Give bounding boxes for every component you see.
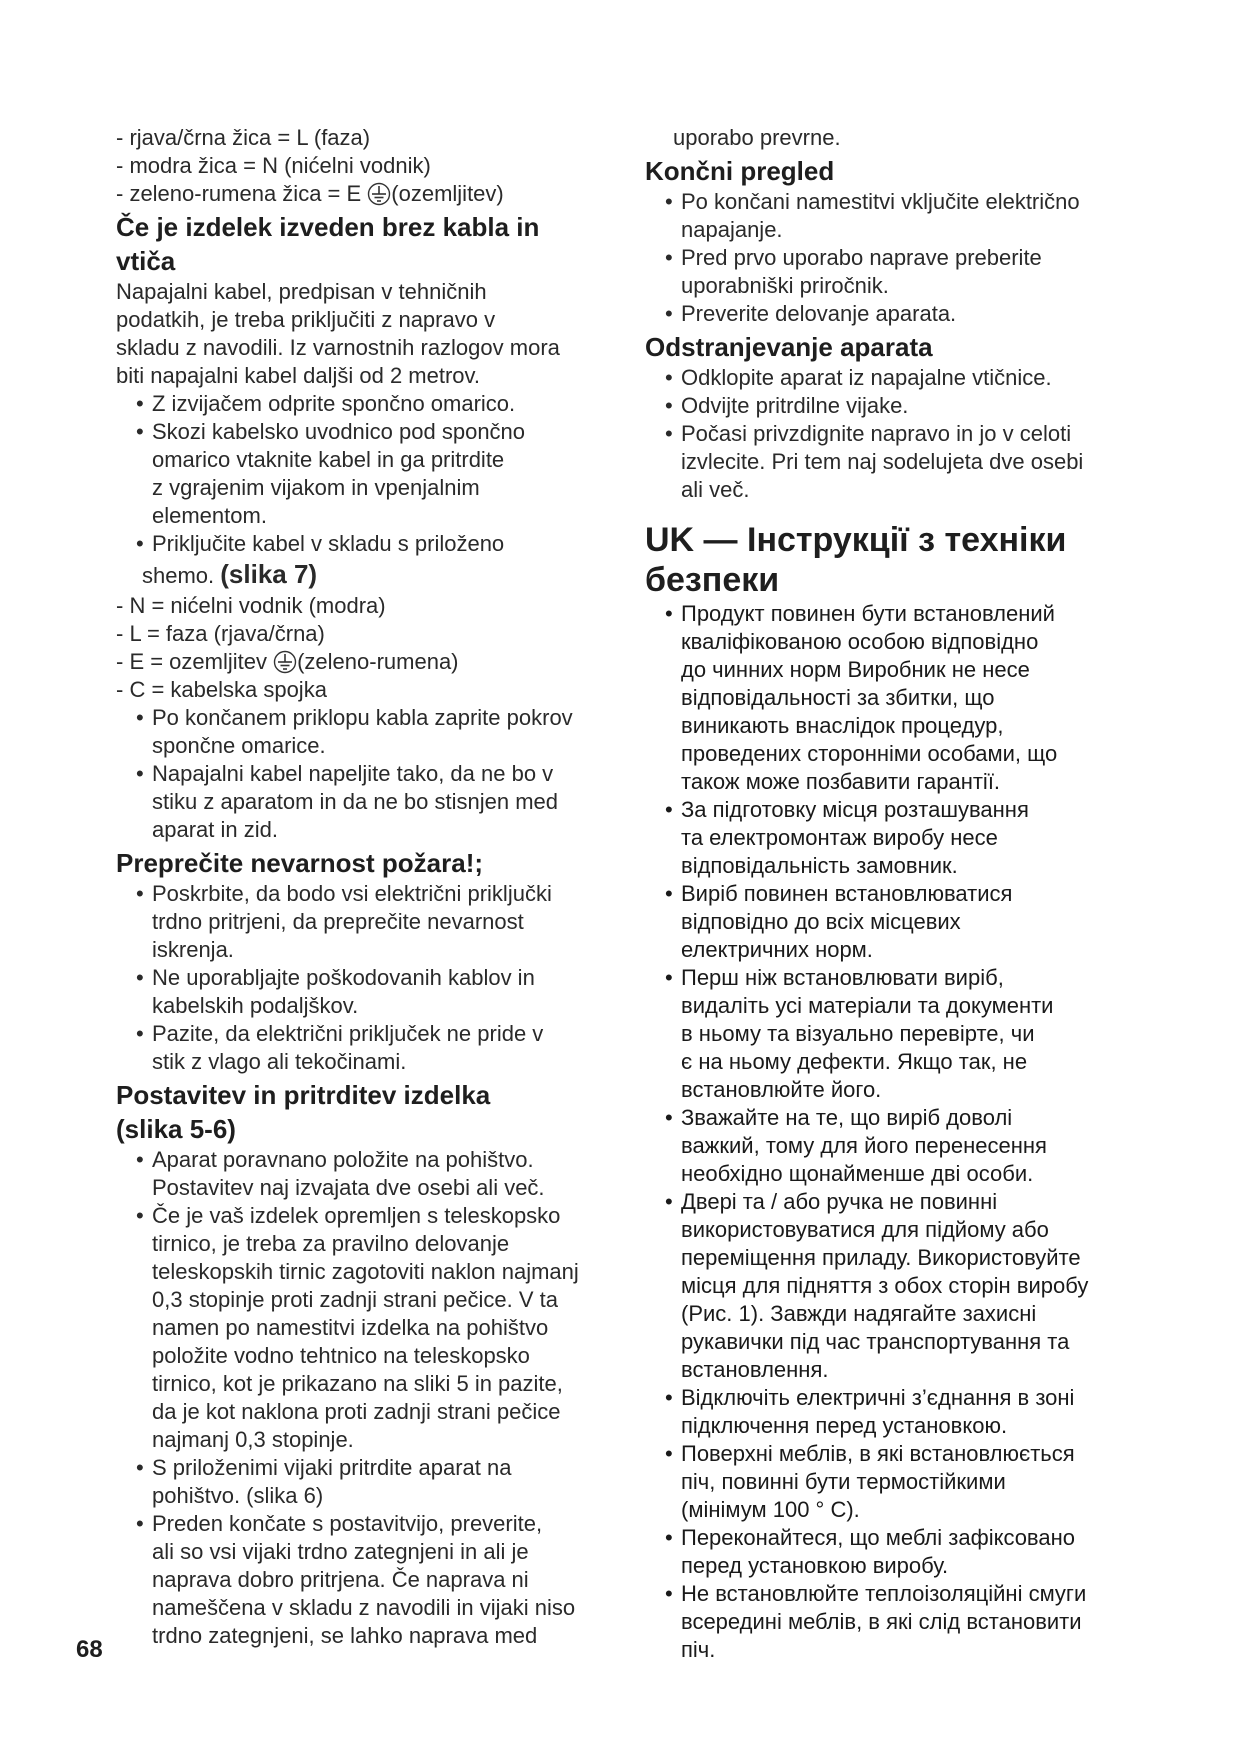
bullet-text: в ньому та візуально перевірте, чи [681,1021,1035,1046]
bullet-text: встановлення. [681,1357,829,1382]
bullet-item [136,1510,638,1650]
bullet-text: namen po namestitvi izdelka na pohištvo [152,1315,549,1340]
bullet-item [665,1384,1150,1440]
bullet-item [665,244,1150,300]
bullet-text: stik z vlago ali tekočinami. [152,1049,407,1074]
bullet-item [136,1202,638,1454]
page-number: 68 [76,1636,103,1663]
bullet-text: Počasi privzdignite napravo in jo v celoti [681,421,1072,446]
bullet-list-terminal [116,390,638,558]
bullet-text: Po končanem priklopu kabla zaprite pokrov [152,705,573,730]
bullet-text: Napajalni kabel napeljite tako, da ne bo v [152,761,554,786]
bullet-text: omarico vtaknite kabel in ga pritrdite [152,447,505,472]
bullet-text: піч. [681,1637,716,1662]
text-line: - rjava/črna žica = L (faza) [116,125,371,150]
left-column [116,124,638,1650]
bullet-text: Виріб повинен встановлюватися [681,881,1013,906]
bullet-dot-icon: • [136,965,144,990]
bullet-text: Поверхні меблів, в які встановлюється [681,1441,1075,1466]
bullet-text: (мінімум 100 ° C). [681,1497,860,1522]
bullet-dot-icon: • [136,761,144,786]
earth-ground-icon [367,182,391,206]
bullet-text: відповідно до всіх місцевих [681,909,961,934]
text-line: - modra žica = N (nićelni vodnik) [116,153,431,178]
bullet-item [136,760,638,844]
bullet-text: izvlecite. Pri tem naj sodelujeta dve osebi [681,449,1084,474]
text-line: biti napajalni kabel daljši od 2 metrov. [116,363,481,388]
bullet-text: trdno zategnjeni, se lahko naprava med [152,1623,538,1648]
bullet-text: Če je vaš izdelek opremljen s teleskopsko [152,1203,561,1228]
bullet-text: кваліфікованою особою відповідно [681,629,1039,654]
bullet-text: Переконайтеся, що меблі зафіксовано [681,1525,1075,1550]
bullet-text: За підготовку місця розташування [681,797,1029,822]
bullet-item [665,300,1150,328]
bullet-dot-icon: • [665,1441,673,1466]
earth-wire-line [116,180,638,208]
text-line: skladu z navodili. Iz varnostnih razlogov mora [116,335,560,360]
bullet-text: stiku z aparatom in da ne bo stisnjen med [152,789,559,814]
heading-fire-hazard: Preprečite nevarnost požara!; [116,848,484,878]
bullet-text: S priloženimi vijaki pritrdite aparat na [152,1455,512,1480]
bullet-dot-icon: • [665,393,673,418]
figure-ref-7: (slika 7) [220,559,318,589]
bullet-dot-icon: • [665,797,673,822]
bullet-text: tirnico, je treba za pravilno delovanje [152,1231,510,1256]
bullet-text: Po končani namestitvi vključite električno [681,189,1080,214]
bullet-text: підключення перед установкою. [681,1413,1008,1438]
bullet-text: Перш ніж встановлювати виріб, [681,965,1004,990]
bullet-text: najmanj 0,3 stopinje. [152,1427,354,1452]
bullet-item [665,1104,1150,1188]
bullet-item [136,1146,638,1202]
bullet-text: піч, повинні бути термостійкими [681,1469,1006,1494]
bullet-text: виникають внаслідок процедур, [681,713,1004,738]
bullet-item [665,1524,1150,1580]
bullet-text: (Рис. 1). Завжди надягайте захисні [681,1301,1037,1326]
bullet-text: Z izvijačem odprite spončno omarico. [152,391,516,416]
bullet-item [665,964,1150,1104]
paragraph-power-cable [116,278,638,390]
bullet-dot-icon: • [136,1203,144,1228]
bullet-dot-icon: • [665,1525,673,1550]
bullet-item [136,1020,638,1076]
bullet-text: Pred prvo uporabo naprave preberite [681,245,1042,270]
bullet-text: всередині меблів, в які слід встановити [681,1609,1082,1634]
text-line: - L = faza (rjava/črna) [116,621,325,646]
bullet-item [136,704,638,760]
wire-list [116,124,638,180]
shemo-line [116,558,638,592]
bullet-list-final-check [645,188,1150,328]
bullet-text: Postavitev naj izvajata dve osebi ali več. [152,1175,545,1200]
bullet-text: Odvijte pritrdilne vijake. [681,393,909,418]
bullet-dot-icon: • [665,1385,673,1410]
bullet-dot-icon: • [136,1455,144,1480]
bullet-text: Priključite kabel v skladu s priloženo [152,531,505,556]
bullet-item [665,600,1150,796]
bullet-text: Aparat poravnano položite na pohištvo. [152,1147,534,1172]
bullet-item [136,880,638,964]
bullet-text: перед установкою виробу. [681,1553,949,1578]
bullet-text: рукавички під час транспортування та [681,1329,1070,1354]
bullet-text: elementom. [152,503,267,528]
text-line: podatkih, je treba priključiti z napravo v [116,307,496,332]
text-line: Napajalni kabel, predpisan v tehničnih [116,279,487,304]
earth-wire-suffix: (ozemljitev) [391,181,504,206]
bullet-dot-icon: • [136,1147,144,1172]
bullet-item [136,390,638,418]
bullet-text: 0,3 stopinje proti zadnji strani pečice. V ta [152,1287,559,1312]
bullet-text: Зважайте на те, що виріб доволі [681,1105,1013,1130]
bullet-item [665,188,1150,244]
text-line: vtiča [116,246,176,276]
bullet-item [665,796,1150,880]
text-line: UK — Інструкції з техніки [645,521,1067,559]
bullet-text: Двері та / або ручка не повинні [681,1189,998,1214]
bullet-text: ali več. [681,477,750,502]
connection-list-a [116,592,638,648]
text-line: - N = nićelni vodnik (modra) [116,593,386,618]
bullet-item [136,1454,638,1510]
bullet-text: є на ньому дефекти. Якщо так, не [681,1049,1028,1074]
bullet-text: kabelskih podaljškov. [152,993,359,1018]
shemo-text: shemo. [142,563,221,588]
bullet-text: uporabniški priročnik. [681,273,889,298]
bullet-dot-icon: • [136,531,144,556]
connection-earth-line [116,648,638,676]
bullet-dot-icon: • [665,421,673,446]
bullet-dot-icon: • [136,881,144,906]
bullet-text: pohištvo. (slika 6) [152,1483,324,1508]
bullet-list-removal [645,364,1150,504]
bullet-list-fire [116,880,638,1076]
bullet-item [665,1440,1150,1524]
bullet-list-uk-safety [645,600,1150,1664]
bullet-dot-icon: • [665,245,673,270]
bullet-dot-icon: • [665,1105,673,1130]
connection-earth-prefix: - E = ozemljitev [116,649,274,674]
bullet-dot-icon: • [665,601,673,626]
continued-line: uporabo prevrne. [673,125,841,150]
bullet-item [665,880,1150,964]
bullet-text: переміщення приладу. Використовуйте [681,1245,1081,1270]
bullet-dot-icon: • [665,1581,673,1606]
bullet-text: встановлюйте його. [681,1077,882,1102]
bullet-text: видаліть усі матеріали та документи [681,993,1054,1018]
bullet-text: aparat in zid. [152,817,278,842]
bullet-text: Продукт повинен бути встановлений [681,601,1055,626]
heading-installation [116,1078,638,1146]
bullet-text: da je kot naklona proti zadnji strani pečice [152,1399,561,1424]
bullet-dot-icon: • [665,881,673,906]
bullet-dot-icon: • [136,1021,144,1046]
bullet-text: Preverite delovanje aparata. [681,301,957,326]
bullet-text: Відключіть електричні з’єднання в зоні [681,1385,1075,1410]
bullet-text: tirnico, kot je prikazano na sliki 5 in pazite, [152,1371,563,1396]
bullet-item [136,530,638,558]
bullet-list-cable-routing [116,704,638,844]
bullet-text: nameščena v skladu z navodili in vijaki niso [152,1595,576,1620]
bullet-text: položite vodno tehtnico na teleskopsko [152,1343,530,1368]
heading-no-cable [116,210,638,278]
heading-final-check: Končni pregled [645,156,835,186]
heading-uk-safety [645,520,1150,600]
bullet-dot-icon: • [136,705,144,730]
connection-earth-suffix: (zeleno-rumena) [297,649,459,674]
bullet-text: spončne omarice. [152,733,326,758]
bullet-text: Не встановлюйте теплоізоляційні смуги [681,1581,1087,1606]
text-line: Če je izdelek izveden brez kabla in [116,212,540,242]
bullet-text: ali so vsi vijaki trdno zategnjeni in ali je [152,1539,529,1564]
bullet-item [665,364,1150,392]
bullet-item [136,418,638,530]
bullet-item [665,392,1150,420]
bullet-text: Pazite, da električni priključek ne pride v [152,1021,544,1046]
right-column [645,124,1150,1664]
bullet-text: Skozi kabelsko uvodnico pod spončno [152,419,526,444]
bullet-text: місця для підняття з обох сторін виробу [681,1273,1089,1298]
earth-wire-prefix: - zeleno-rumena žica = E [116,181,368,206]
bullet-text: Odklopite aparat iz napajalne vtičnice. [681,365,1052,390]
bullet-text: також може позбавити гарантії. [681,769,1001,794]
bullet-text: Ne uporabljajte poškodovanih kablov in [152,965,535,990]
connection-list-b [116,676,638,704]
bullet-item [665,1580,1150,1664]
bullet-text: teleskopskih tirnic zagotoviti naklon najmanj [152,1259,579,1284]
bullet-text: naprava dobro pritrjena. Če naprava ni [152,1567,529,1592]
bullet-text: важкий, тому для його перенесення [681,1133,1047,1158]
bullet-item [136,964,638,1020]
text-line: безпеки [645,561,780,599]
bullet-dot-icon: • [136,419,144,444]
bullet-dot-icon: • [665,1189,673,1214]
text-line: - C = kabelska spojka [116,677,327,702]
bullet-dot-icon: • [665,965,673,990]
heading-removal: Odstranjevanje aparata [645,332,933,362]
bullet-text: відповідальності за збитки, що [681,685,995,710]
text-line: (slika 5-6) [116,1114,236,1144]
bullet-dot-icon: • [665,189,673,214]
bullet-item [665,1188,1150,1384]
bullet-text: до чинних норм Виробник не несе [681,657,1030,682]
bullet-text: необхідно щонайменше дві особи. [681,1161,1034,1186]
bullet-dot-icon: • [136,1511,144,1536]
bullet-text: електричних норм. [681,937,873,962]
bullet-dot-icon: • [665,365,673,390]
bullet-text: відповідальність замовник. [681,853,958,878]
text-line: Postavitev in pritrditev izdelka [116,1080,491,1110]
bullet-dot-icon: • [136,391,144,416]
earth-ground-icon [273,650,297,674]
bullet-text: iskrenja. [152,937,234,962]
bullet-text: Poskrbite, da bodo vsi električni priključki [152,881,552,906]
bullet-list-installation [116,1146,638,1650]
bullet-dot-icon: • [665,301,673,326]
bullet-text: Preden končate s postavitvijo, preverite, [152,1511,543,1536]
bullet-text: trdno pritrjeni, da preprečite nevarnost [152,909,524,934]
bullet-item [665,420,1150,504]
bullet-text: та електромонтаж виробу несе [681,825,998,850]
bullet-text: z vgrajenim vijakom in vpenjalnim [152,475,480,500]
bullet-text: napajanje. [681,217,783,242]
bullet-text: проведених сторонніми особами, що [681,741,1058,766]
bullet-text: використовуватися для підйому або [681,1217,1049,1242]
